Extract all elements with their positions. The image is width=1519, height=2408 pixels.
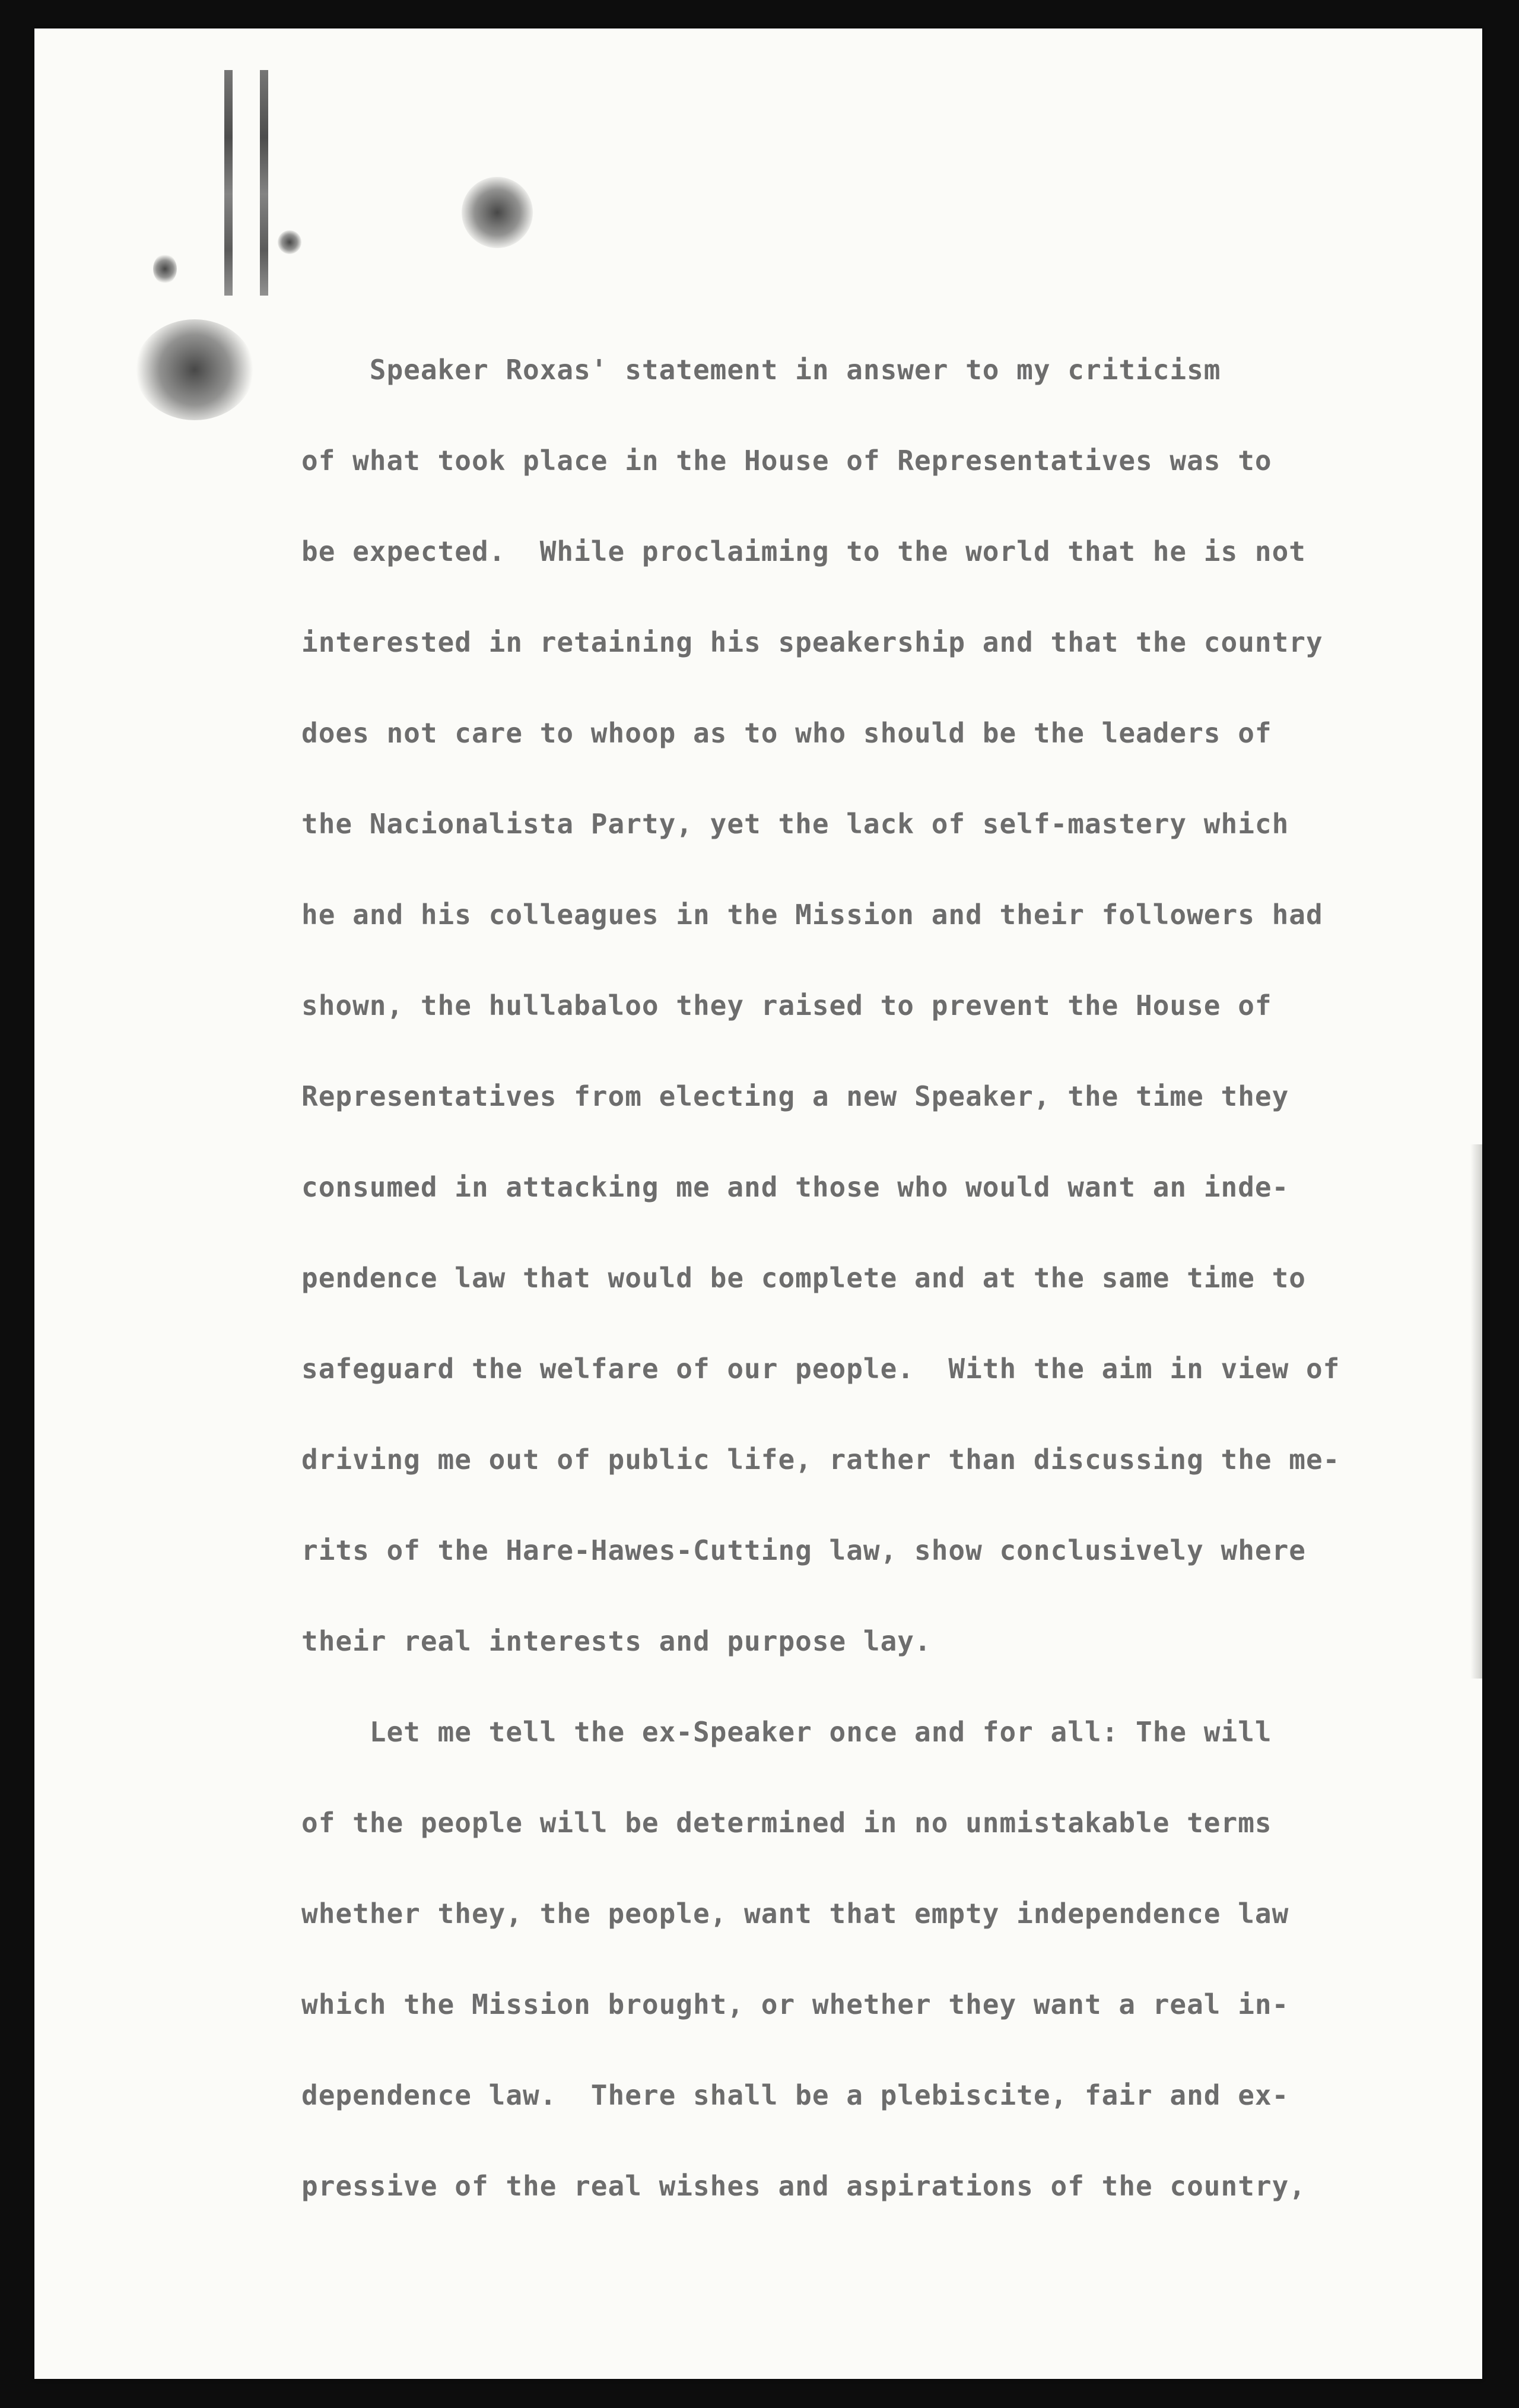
text-line: he and his colleagues in the Mission and their followers had: [301, 899, 1323, 931]
ink-speck: [278, 230, 301, 254]
ink-smudge: [462, 177, 533, 248]
paragraph: [301, 337, 1417, 1699]
staple-mark: [212, 70, 278, 296]
typewritten-page: [34, 28, 1482, 2379]
ink-blot: [135, 319, 254, 420]
paragraph: [301, 1699, 1417, 2244]
text-line: safeguard the welfare of our people. With the aim in view of: [301, 1353, 1340, 1385]
text-line: be expected. While proclaiming to the world that he is not: [301, 535, 1306, 567]
text-line: driving me out of public life, rather than discussing the me-: [301, 1443, 1340, 1476]
text-line: rits of the Hare-Hawes-Cutting law, show conclusively where: [301, 1534, 1306, 1566]
ink-spot: [153, 254, 177, 284]
text-line: pressive of the real wishes and aspirations of the country,: [301, 2170, 1306, 2202]
page-edge-shadow: [1470, 1144, 1482, 1679]
text-line: pendence law that would be complete and at the same time to: [301, 1262, 1306, 1294]
text-line: Speaker Roxas' statement in answer to my criticism: [301, 354, 1221, 386]
text-line: shown, the hullabaloo they raised to prevent the House of: [301, 989, 1272, 1021]
staple-bar-left: [224, 70, 233, 296]
typewritten-text: [301, 337, 1417, 2244]
text-line: of what took place in the House of Representatives was to: [301, 445, 1272, 477]
text-line: their real interests and purpose lay.: [301, 1625, 932, 1657]
text-line: Let me tell the ex-Speaker once and for all: The will: [301, 1716, 1272, 1748]
text-line: the Nacionalista Party, yet the lack of self-mastery which: [301, 808, 1289, 840]
text-line: interested in retaining his speakership and that the country: [301, 626, 1323, 658]
text-line: dependence law. There shall be a plebiscite, fair and ex-: [301, 2079, 1289, 2111]
text-line: whether they, the people, want that empty independence law: [301, 1898, 1289, 1930]
text-line: consumed in attacking me and those who would want an inde-: [301, 1171, 1289, 1203]
text-line: Representatives from electing a new Speaker, the time they: [301, 1080, 1289, 1112]
text-line: which the Mission brought, or whether they want a real in-: [301, 1988, 1289, 2020]
text-line: of the people will be determined in no unmistakable terms: [301, 1807, 1272, 1839]
staple-bar-right: [260, 70, 268, 296]
text-line: does not care to whoop as to who should be the leaders of: [301, 717, 1272, 749]
